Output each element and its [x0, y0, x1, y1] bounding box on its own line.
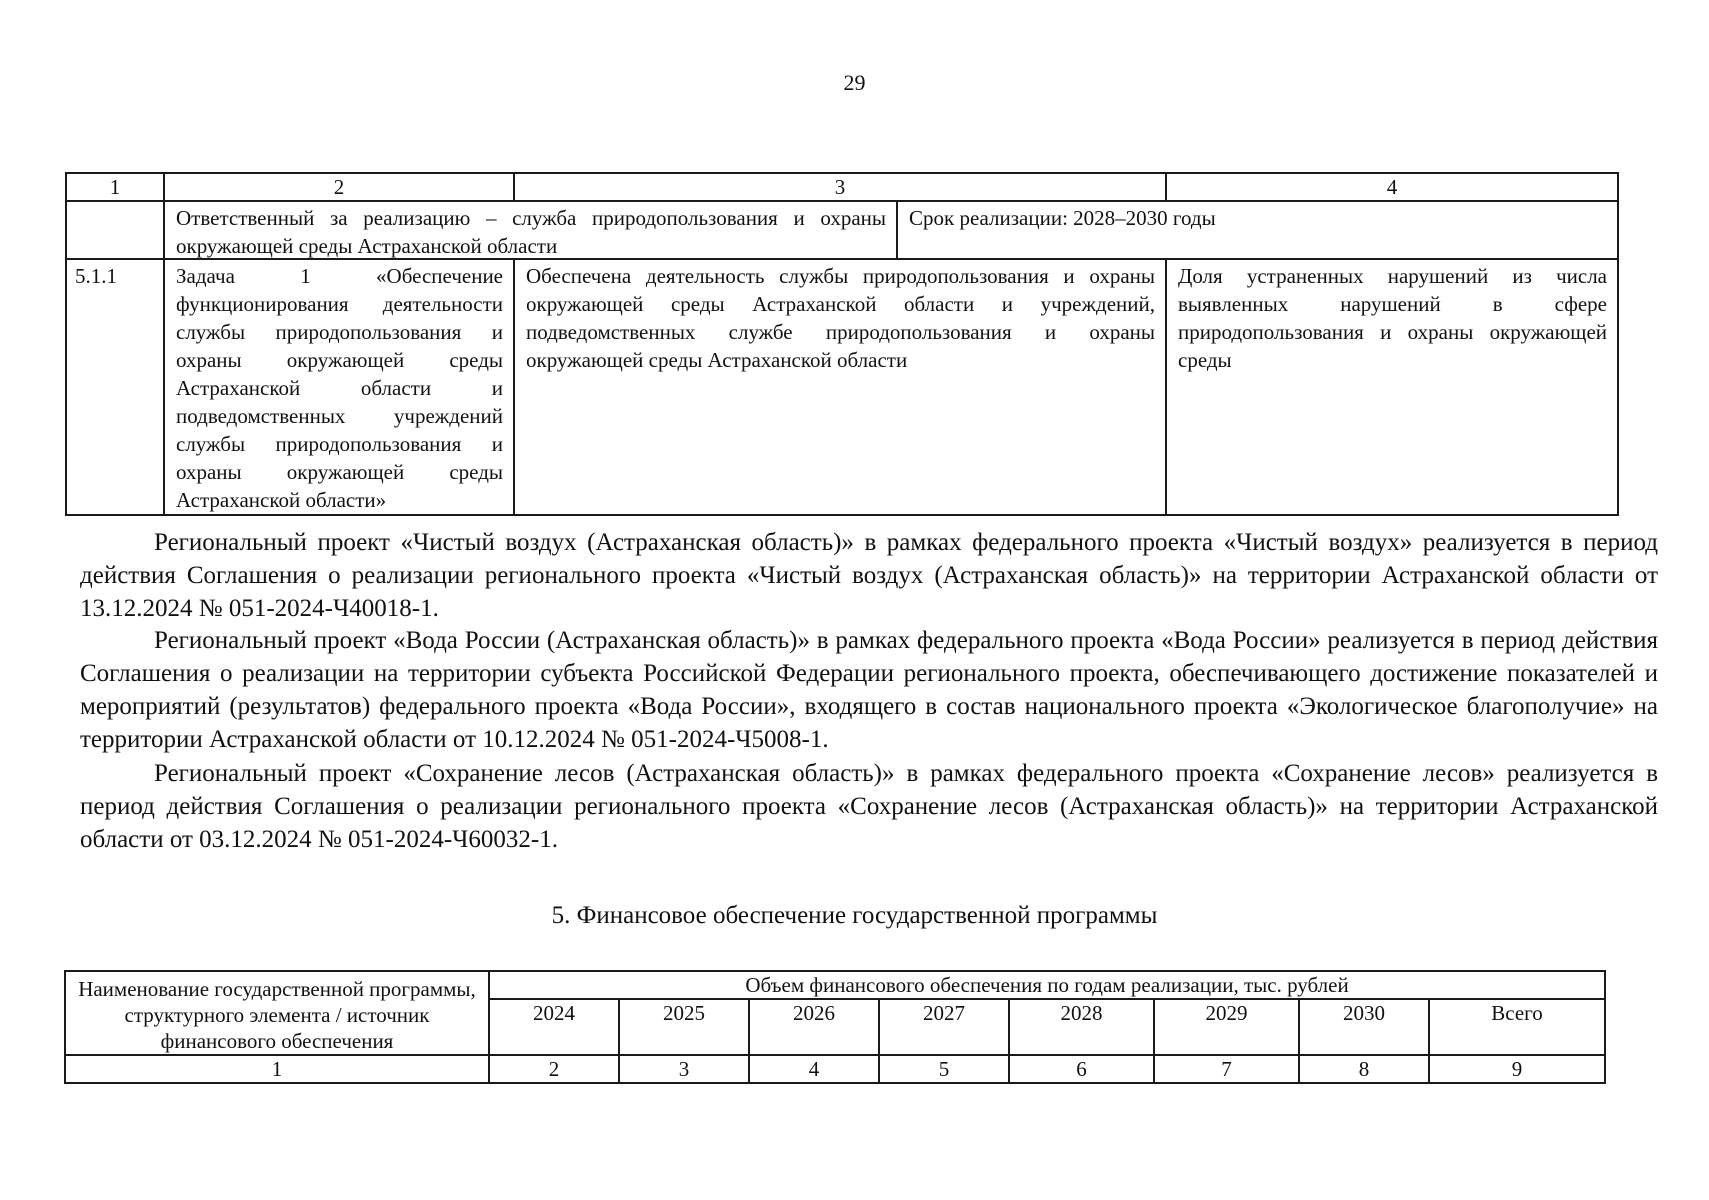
indicator-cell: Доля устраненных нарушений из числа выявленных нарушений в сфере природопользования и охраны окружающей среды [1166, 259, 1618, 515]
year-2030: 2030 [1299, 999, 1429, 1055]
paragraph-forests: Региональный проект «Сохранение лесов (Астраханская область)» в рамках федерального проекта «Сохранение лесов» реализуется в период действия Соглашения о реализации регионального проекта «Сохранение лесов (Астраханская область)» на территории Астраханской области от 03.12.2024 № 051-2024-Ч60032-1. [80, 760, 1658, 853]
col-num: 5 [879, 1055, 1009, 1083]
table-header-row [66, 173, 1618, 201]
year-2028: 2028 [1009, 999, 1154, 1055]
col-num: 6 [1009, 1055, 1154, 1083]
financing-table [64, 970, 1606, 1084]
col-num: 4 [749, 1055, 879, 1083]
col-num: 9 [1429, 1055, 1605, 1083]
column-numbers-row [65, 1055, 1605, 1083]
row-number: 5.1.1 [66, 259, 164, 515]
col-num: 8 [1299, 1055, 1429, 1083]
col-number-3: 3 [514, 173, 1166, 201]
col-num: 3 [619, 1055, 749, 1083]
col-number-2: 2 [164, 173, 514, 201]
year-2024: 2024 [489, 999, 619, 1055]
year-2029: 2029 [1154, 999, 1299, 1055]
col-num: 2 [489, 1055, 619, 1083]
col-num: 1 [65, 1055, 489, 1083]
volume-header: Объем финансового обеспечения по годам реализации, тыс. рублей [489, 971, 1605, 999]
section-title: 5. Финансовое обеспечение государственной программы [551, 902, 1158, 929]
responsible-row [66, 201, 1618, 259]
empty-cell [66, 201, 164, 259]
col-number-4: 4 [1166, 173, 1618, 201]
name-header: Наименование государственной программы, структурного элемента / источник финансового обеспечения [65, 971, 489, 1055]
term-cell: Срок реализации: 2028–2030 годы [909, 206, 1216, 230]
paragraph-clean-air: Региональный проект «Чистый воздух (Астраханская область)» в рамках федерального проекта «Чистый воздух» реализуется в период действия Соглашения о реализации регионального проекта «Чистый воздух (Астраханская область)» на территории Астраханской области от 13.12.2024 № 051-2024-Ч40018-1. [80, 529, 1658, 622]
year-2027: 2027 [879, 999, 1009, 1055]
responsible-cell: Ответственный за реализацию – служба природопользования и охраны окружающей среды Астраханской области [165, 202, 898, 258]
table-row [66, 259, 1618, 515]
total-header: Всего [1429, 999, 1605, 1055]
task-cell: Задача 1 «Обеспечение функционирования деятельности службы природопользования и охраны окружающей среды Астраханской области и подведомственных учреждений службы природопользования и охраны окружающей среды Астраханской области» [164, 259, 514, 515]
year-2025: 2025 [619, 999, 749, 1055]
col-number-1: 1 [66, 173, 164, 201]
measures-table [65, 172, 1619, 516]
financing-header-row [65, 971, 1605, 999]
col-num: 7 [1154, 1055, 1299, 1083]
result-cell: Обеспечена деятельность службы природопользования и охраны окружающей среды Астраханской области и учреждений, подведомственных службе природопользования и охраны окружающей среды Астраханской области [514, 259, 1166, 515]
page-number: 29 [843, 70, 866, 95]
paragraph-water: Региональный проект «Вода России (Астраханская область)» в рамках федерального проекта «Вода России» реализуется в период действия Соглашения о реализации на территории субъекта Российской Федерации регионального проекта, обеспечивающего достижение показателей и мероприятий (результатов) федерального проекта «Вода России», входящего в состав национального проекта «Экологическое благополучие» на территории Астраханской области от 10.12.2024 № 051-2024-Ч5008-1. [80, 627, 1658, 753]
year-2026: 2026 [749, 999, 879, 1055]
